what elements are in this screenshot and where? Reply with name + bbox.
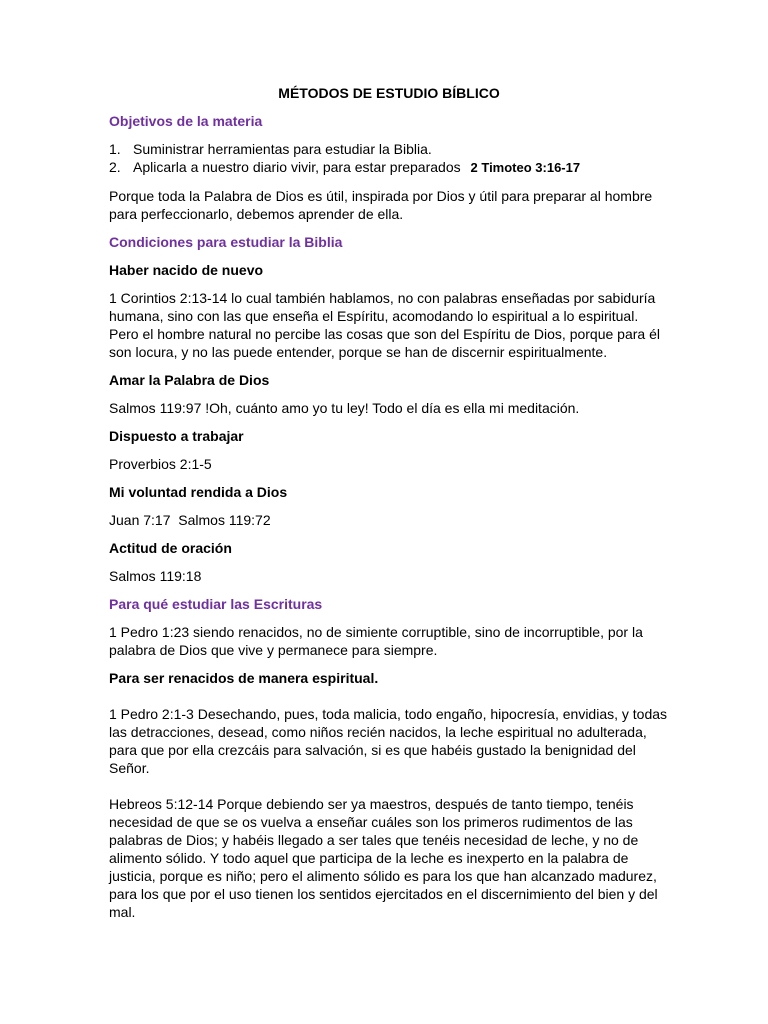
paragraph-voluntad: Juan 7:17 Salmos 119:72 bbox=[109, 512, 271, 528]
paragraph-nacido: 1 Corintios 2:13-14 lo cual también hablamos, no con palabras enseñadas por sabiduría humana, sino con las que enseña el Espíritu, acomodando lo espiritual a lo espiritual. Pero el hombre natural no percibe las cosas que son del Espíritu de Dios, porque para él son locura, y no las puede entender, porque se han de discernir espiritualmente. bbox=[109, 290, 660, 360]
list-item bbox=[109, 140, 669, 158]
objetivos-list bbox=[109, 140, 669, 177]
bible-reference: 2 Timoteo 3:16-17 bbox=[470, 160, 581, 175]
paragraph-renacidos: 1 Pedro 1:23 siendo renacidos, no de simiente corruptible, sino de incorruptible, por la palabra de Dios que vive y permanece para siempre. bbox=[109, 624, 643, 658]
document-page bbox=[109, 84, 669, 931]
list-item-number: 2. bbox=[109, 159, 121, 175]
paragraph-hebreos: Hebreos 5:12-14 Porque debiendo ser ya maestros, después de tanto tiempo, tenéis necesidad de que se os vuelva a enseñar cuáles son los primeros rudimentos de las palabras de Dios; y habéis llegado a ser tales que tenéis necesidad de leche, y no de alimento sólido. Y todo aquel que participa de la leche es inexperto en la palabra de justicia, porque es niño; pero el alimento sólido es para los que han alcanzado madurez, para los que por el uso tienen los sentidos ejercitados en el discernimiento del bien y del mal. bbox=[109, 796, 658, 920]
document-title: MÉTODOS DE ESTUDIO BÍBLICO bbox=[278, 85, 500, 101]
paragraph-trabajar: Proverbios 2:1-5 bbox=[109, 456, 212, 472]
section-heading-condiciones: Condiciones para estudiar la Biblia bbox=[109, 234, 343, 250]
subheading-nacido: Haber nacido de nuevo bbox=[109, 262, 264, 278]
subheading-renacidos-espiritual: Para ser renacidos de manera espiritual. bbox=[109, 670, 379, 686]
subheading-amar: Amar la Palabra de Dios bbox=[109, 372, 270, 388]
subheading-oracion: Actitud de oración bbox=[109, 540, 232, 556]
list-item bbox=[109, 158, 669, 177]
paragraph-pedro: 1 Pedro 2:1-3 Desechando, pues, toda malicia, todo engaño, hipocresía, envidias, y todas las detracciones, desead, como niños recién nacidos, la leche espiritual no adulterada, para que por ella crezcáis para salvación, si es que habéis gustado la benignidad del Señor. bbox=[109, 706, 668, 776]
list-item-number: 1. bbox=[109, 141, 121, 157]
objetivos-paragraph: Porque toda la Palabra de Dios es útil, inspirada por Dios y útil para preparar al hombre para perfeccionarlo, debemos aprender de ella. bbox=[109, 188, 653, 222]
paragraph-amar: Salmos 119:97 !Oh, cuánto amo yo tu ley! Todo el día es ella mi meditación. bbox=[109, 400, 580, 416]
section-heading-para-que: Para qué estudiar las Escrituras bbox=[109, 596, 323, 612]
subheading-voluntad: Mi voluntad rendida a Dios bbox=[109, 484, 288, 500]
subheading-trabajar: Dispuesto a trabajar bbox=[109, 428, 244, 444]
list-item-text: Suministrar herramientas para estudiar la Biblia. bbox=[133, 141, 432, 157]
list-item-text: Aplicarla a nuestro diario vivir, para estar preparados bbox=[133, 159, 461, 175]
paragraph-oracion: Salmos 119:18 bbox=[109, 568, 202, 584]
section-heading-objetivos: Objetivos de la materia bbox=[109, 113, 263, 129]
